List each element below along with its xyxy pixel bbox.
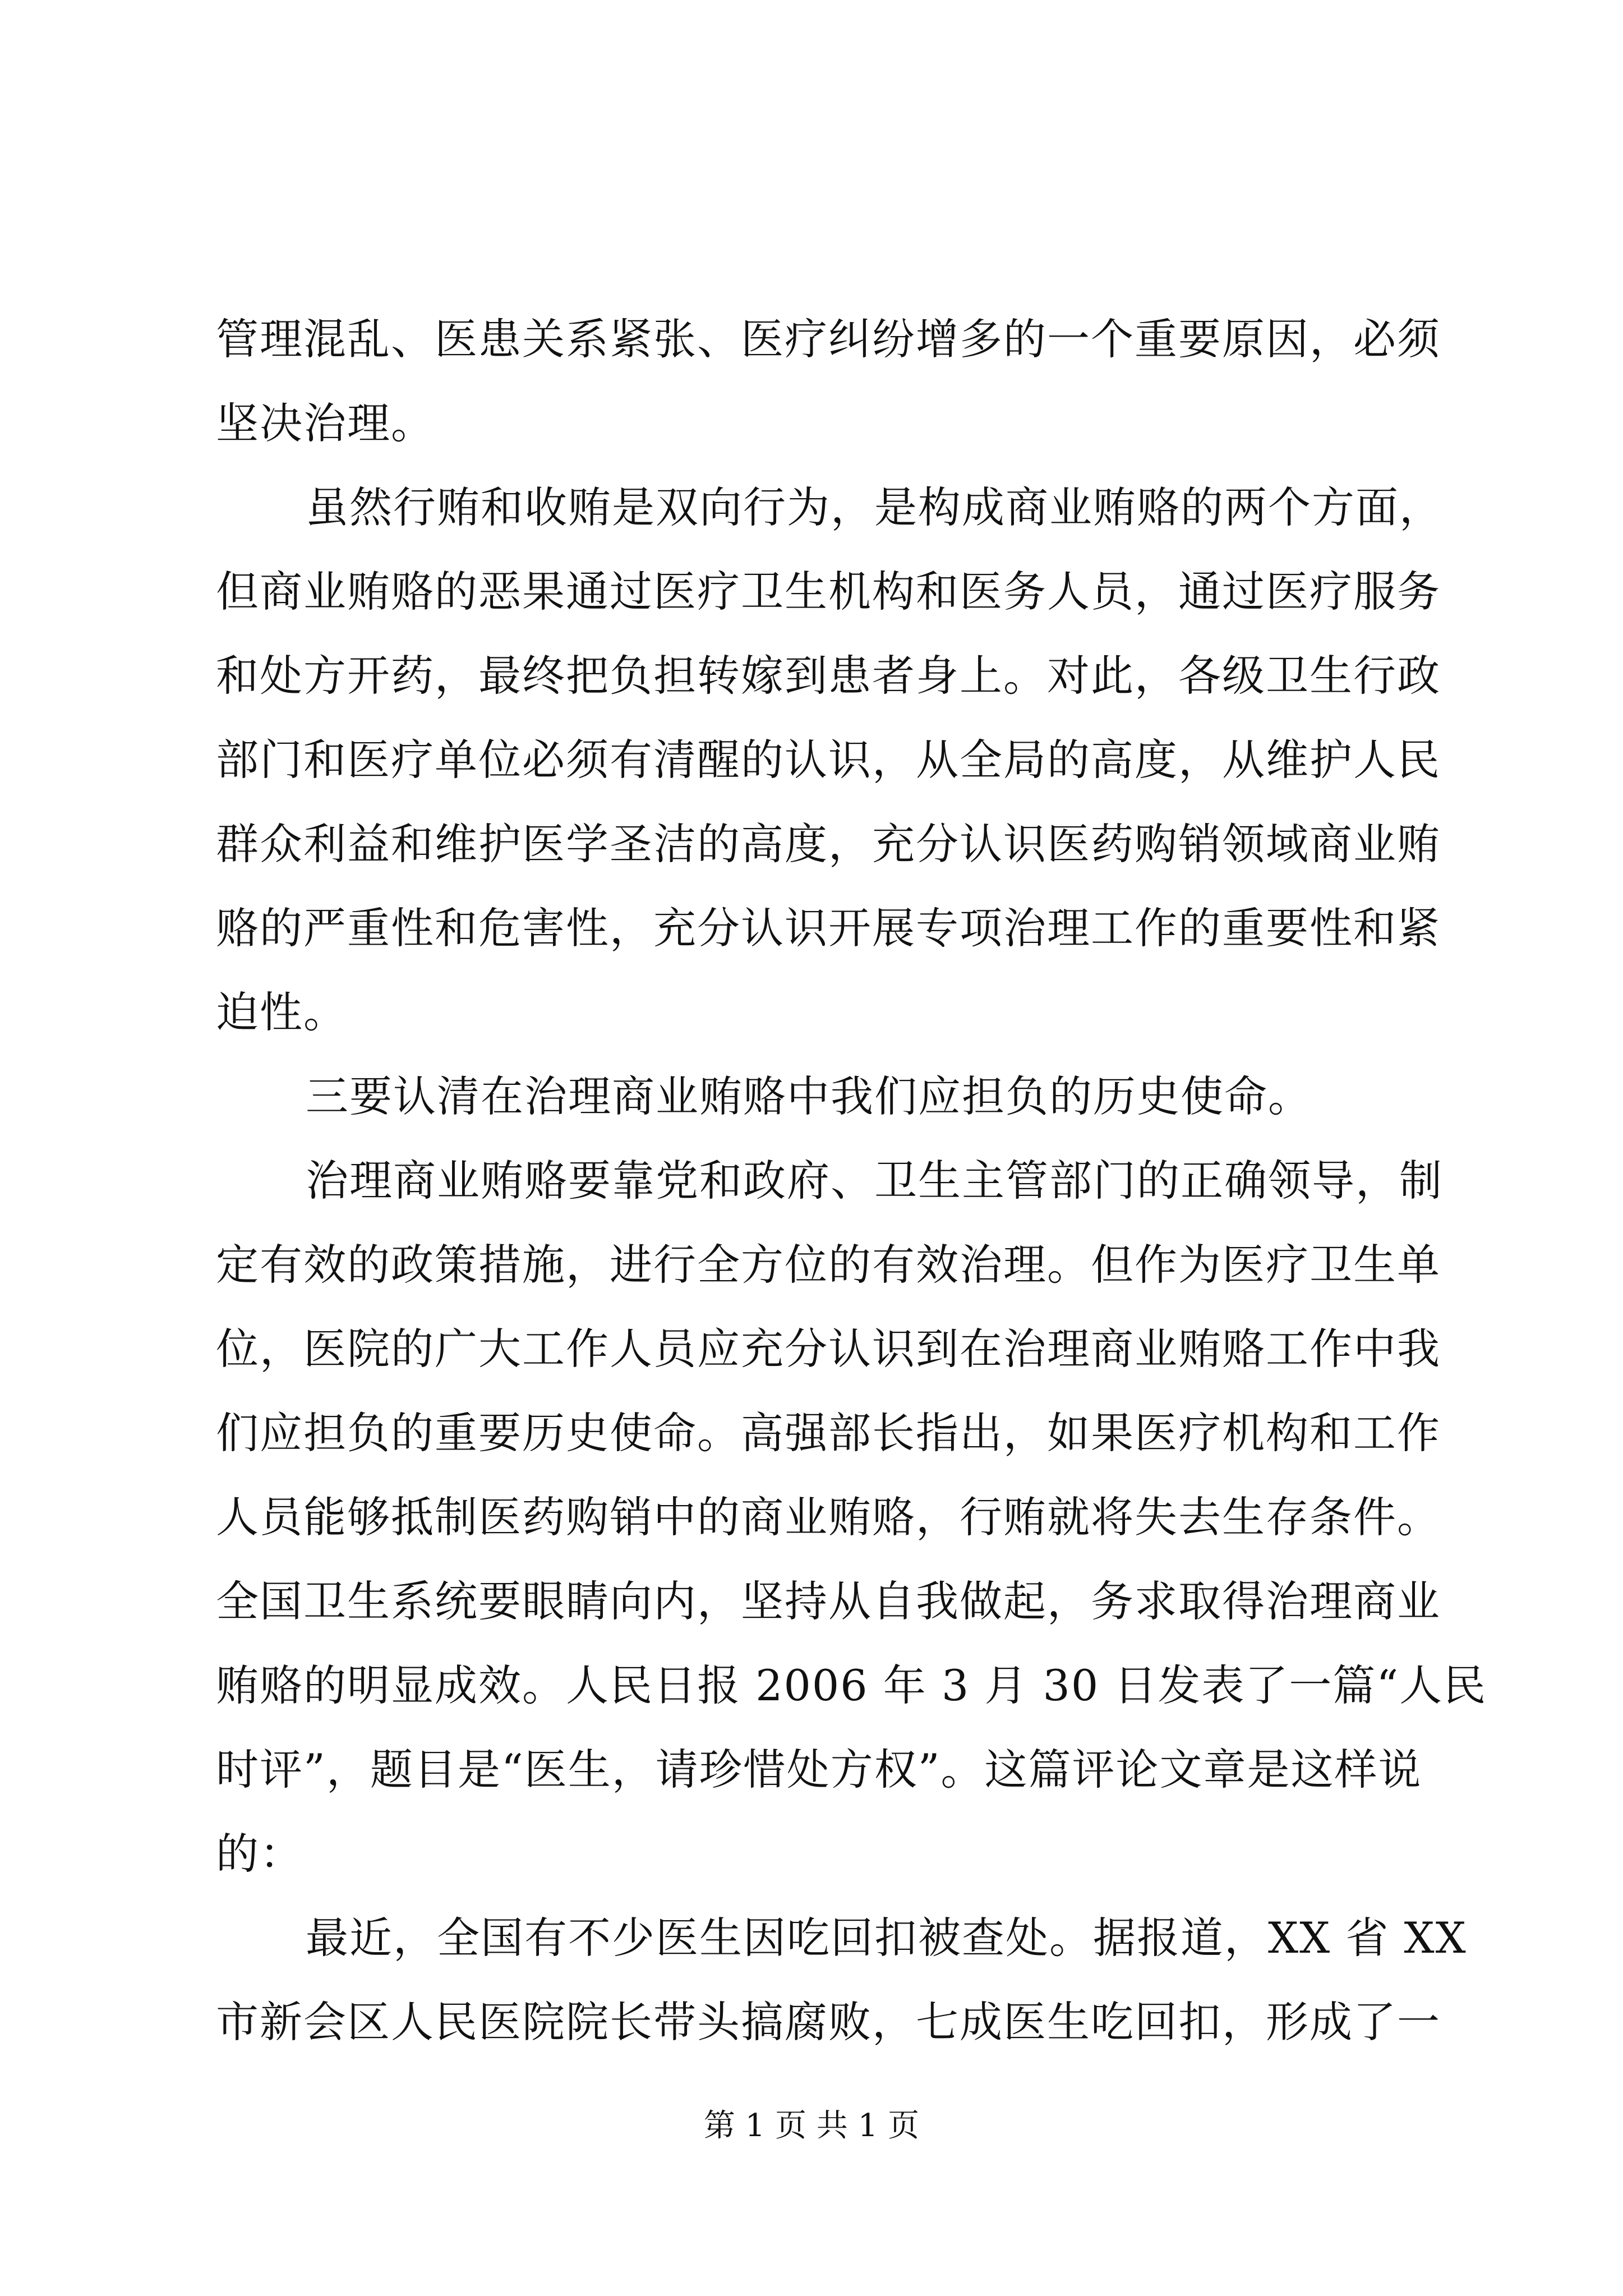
paragraph-start-line: 最近，全国有不少医生因吃回扣被查处。据报道，XX 省 XX [306,1913,1467,1963]
text-line: 市新会区人民医院院长带头搞腐败，七成医生吃回扣，形成了一 [216,1997,1441,2047]
text-line: 坚决治理。 [216,398,435,448]
text-line: 迫性。 [216,987,347,1037]
text-line: 定有效的政策措施，进行全方位的有效治理。但作为医疗卫生单 [216,1240,1441,1290]
text-line: 和处方开药，最终把负担转嫁到患者身上。对此，各级卫生行政 [216,651,1441,701]
text-line: 贿赂的明显成效。人民日报 2006 年 3 月 30 日发表了一篇“人民 [216,1660,1487,1710]
text-line: 但商业贿赂的恶果通过医疗卫生机构和医务人员，通过医疗服务 [216,567,1441,616]
text-line: 位，医院的广大工作人员应充分认识到在治理商业贿赂工作中我 [216,1324,1441,1374]
text-line: 群众利益和维护医学圣洁的高度，充分认识医药购销领域商业贿 [216,819,1441,869]
text-line: 时评”，题目是“医生，请珍惜处方权”。这篇评论文章是这样说 [216,1745,1422,1795]
page-number-footer: 第 1 页 共 1 页 [703,2108,920,2144]
text-line: 们应担负的重要历史使命。高强部长指出，如果医疗机构和工作 [216,1408,1441,1458]
text-line: 部门和医疗单位必须有清醒的认识，从全局的高度，从维护人民 [216,735,1441,785]
document-body [216,297,1487,2064]
text-line: 全国卫生系统要眼睛向内，坚持从自我做起，务求取得治理商业 [216,1576,1441,1626]
text-line: 人员能够抵制医药购销中的商业贿赂，行贿就将失去生存条件。 [216,1492,1441,1542]
paragraph-start-line: 三要认清在治理商业贿赂中我们应担负的历史使命。 [306,1071,1312,1121]
paragraph-start-line: 虽然行贿和收贿是双向行为，是构成商业贿赂的两个方面， [306,482,1443,532]
text-line: 的： [216,1829,303,1879]
text-line: 管理混乱、医患关系紧张、医疗纠纷增多的一个重要原因，必须 [216,314,1441,364]
text-line: 赂的严重性和危害性，充分认识开展专项治理工作的重要性和紧 [216,903,1441,953]
paragraph-start-line: 治理商业贿赂要靠党和政府、卫生主管部门的正确领导，制 [306,1156,1443,1205]
